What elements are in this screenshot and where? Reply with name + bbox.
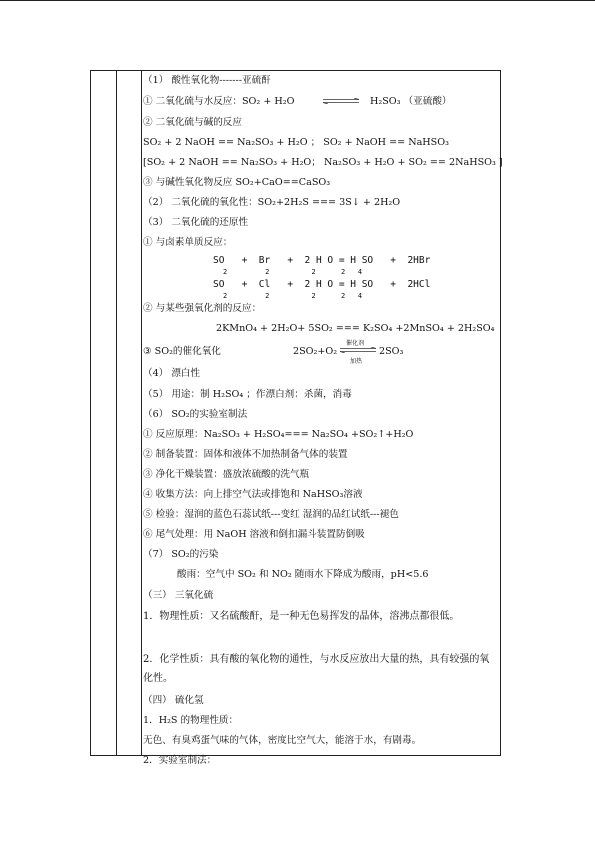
reversible-arrow-icon <box>321 98 361 104</box>
text-line-3: ② 二氧化硫与碱的反应 <box>143 117 242 128</box>
text-line-21: ⑥ 尾气处理：用 NaOH 溶液和倒扣漏斗装置防倒吸 <box>143 529 365 540</box>
text-line-5: [SO₂ + 2 NaOH == Na₂SO₃ + H₂O； Na₂SO₃ + H₂O + SO₂ == 2NaHSO₃ ] <box>143 157 503 168</box>
section-heading-h2s: （四） 硫化氢 <box>143 695 204 706</box>
text-line-2: ① 二氧化硫与水反应：SO₂ + H₂O <box>143 96 295 107</box>
text-line-1: （1） 酸性氧化物-------亚硫酐 <box>143 75 271 86</box>
section-heading-so3: （三） 三氧化硫 <box>143 590 214 601</box>
text-line-4: SO₂ + 2 NaOH == Na₂SO₃ + H₂O ； SO₂ + NaOH == NaHSO₃ <box>143 137 449 148</box>
text-line-20: ⑤ 检验：湿润的蓝色石蕊试纸---变红 湿润的品红试纸---褪色 <box>143 509 399 520</box>
text-line-11: 2KMnO₄ + 2H₂O+ 5SO₂ === K₂SO₄ +2MnSO₄ + 2H₂SO₄ <box>216 323 495 334</box>
paragraph-physical-properties: 1．物理性质：又名硫酸酐，是一种无色易挥发的晶体，溶沸点都很低。 <box>143 611 460 622</box>
catalytic-product: 2SO₃ <box>379 346 404 357</box>
text-line-7: （2） 二氧化硫的氧化性：SO₂+2H₂S === 3S↓ + 2H₂O <box>143 197 401 208</box>
text-line-15: （6） SO₂的实验室制法 <box>143 409 248 420</box>
text-line-6: ③ 与碱性氧化物反应 SO₂+CaO==CaSO₃ <box>143 177 331 188</box>
page-top-rule <box>0 0 595 1</box>
text-line-17: ② 制备装置：固体和液体不加热制备气体的装置 <box>143 449 348 460</box>
halogen-equation-2-subscripts: 2 2 2 2 4 <box>223 292 363 300</box>
text-line-16: ① 反应原理：Na₂SO₃ + H₂SO₄=== Na₂SO₄ +SO₂↑+H₂O <box>143 429 414 440</box>
table-column-divider-1 <box>116 71 117 755</box>
text-line-2b: H₂SO₃ （亚硫酸） <box>370 96 452 107</box>
text-line-13: （4） 漂白性 <box>143 368 201 379</box>
text-line-12: ③ SO₂的催化氧化 <box>143 346 221 357</box>
halogen-equation-1: SO + Br + 2 H O = H SO + 2HBr <box>213 255 431 266</box>
halogen-equation-2: SO + Cl + 2 H O = H SO + 2HCl <box>213 279 431 290</box>
text-line-24: 1．H₂S 的物理性质： <box>143 715 239 726</box>
text-line-22: （7） SO₂的污染 <box>143 549 219 560</box>
text-line-18: ③ 净化干燥装置：盛放浓硫酸的洗气瓶 <box>143 469 310 480</box>
text-line-26: 2．实验室制法： <box>143 755 217 766</box>
text-line-8: （3） 二氧化硫的还原性 <box>143 217 249 228</box>
halogen-equation-1-subscripts: 2 2 2 2 4 <box>223 268 363 276</box>
reversible-arrow-icon <box>338 347 378 353</box>
table-column-divider-2 <box>141 71 142 755</box>
paragraph-chemical-properties: 2．化学性质：具有酸的氧化物的通性，与水反应放出大量的热，具有较强的氧化性。 <box>143 654 490 684</box>
text-line-25: 无色、有臭鸡蛋气味的气体，密度比空气大，能溶于水，有剧毒。 <box>143 735 422 746</box>
text-line-23: 酸雨：空气中 SO₂ 和 NO₂ 随雨水下降成为酸雨，pH<5.6 <box>177 569 429 580</box>
text-line-14: （5） 用途：制 H₂SO₄ ；作漂白剂：杀菌，消毒 <box>143 389 352 400</box>
text-line-9: ① 与卤素单质反应： <box>143 237 233 248</box>
catalytic-reactants: 2SO₂+O₂ <box>293 346 338 357</box>
text-line-10: ② 与某些强氧化剂的反应： <box>143 303 262 314</box>
text-line-19: ④ 收集方法：向上排空气法或排饱和 NaHSO₃溶液 <box>143 489 363 500</box>
catalyst-label: 催化剂 <box>346 340 365 347</box>
heating-label: 加热 <box>350 358 363 365</box>
